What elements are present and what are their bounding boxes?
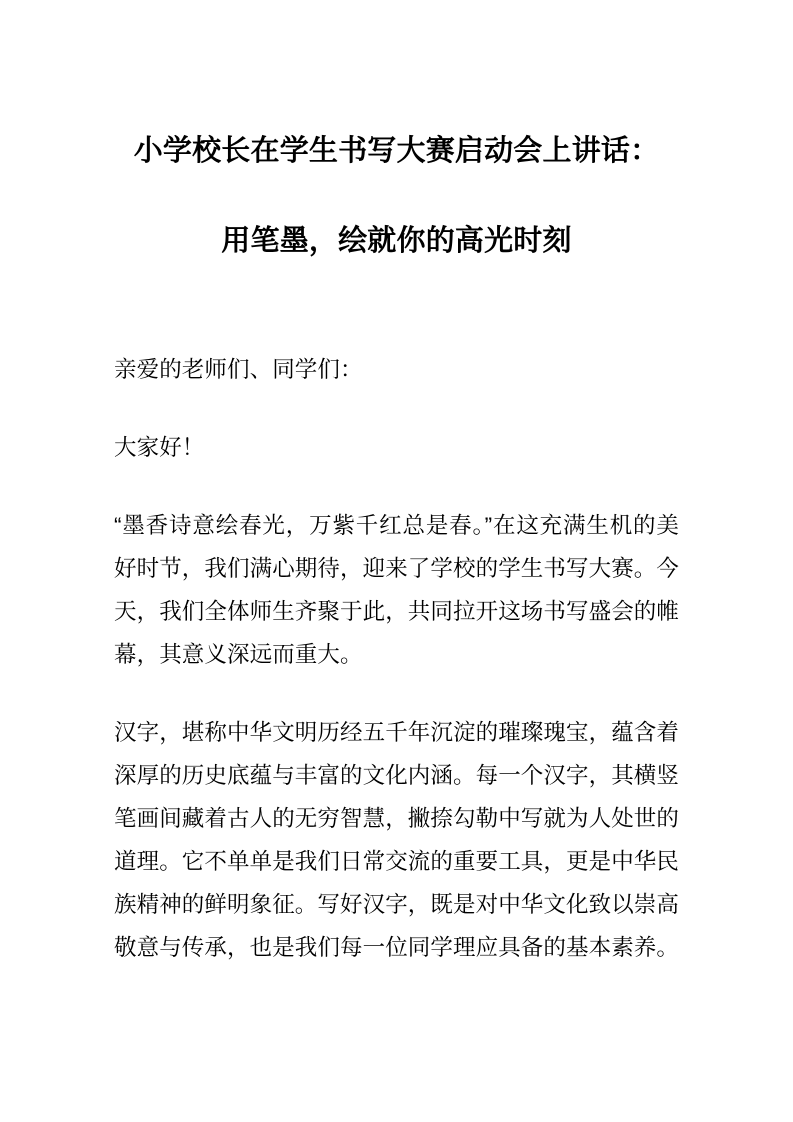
body-paragraph-1: “墨香诗意绘春光，万紫千红总是春。”在这充满生机的美好时节，我们满心期待，迎来了学校的学生书写大赛。今天，我们全体师生齐聚于此，共同拉开这场书写盛会的帷幕，其意义深远而重大。 — [114, 513, 680, 667]
salutation-paragraph: 亲爱的老师们、同学们： — [114, 357, 363, 382]
body-paragraph-2: 汉字，堪称中华文明历经五千年沉淀的璀璨瑰宝，蕴含着深厚的历史底蕴与丰富的文化内涵。每一个汉字，其横竖笔画间藏着古人的无穷智慧，撇捺勾勒中写就为人处世的道理。它不单单是我们日常交流的重要工具，更是中华民族精神的鲜明象征。写好汉字，既是对中华文化致以崇高敬意与传承，也是我们每一位同学理应具备的基本素养。 — [114, 720, 680, 960]
document-content-column — [114, 0, 679, 969]
document-title-line-2: 用笔墨，绘就你的高光时刻 — [221, 225, 572, 257]
greeting-paragraph: 大家好！ — [114, 435, 205, 460]
document-title-line-1: 小学校长在学生书写大赛启动会上讲话： — [133, 135, 660, 167]
document-body — [114, 263, 679, 969]
